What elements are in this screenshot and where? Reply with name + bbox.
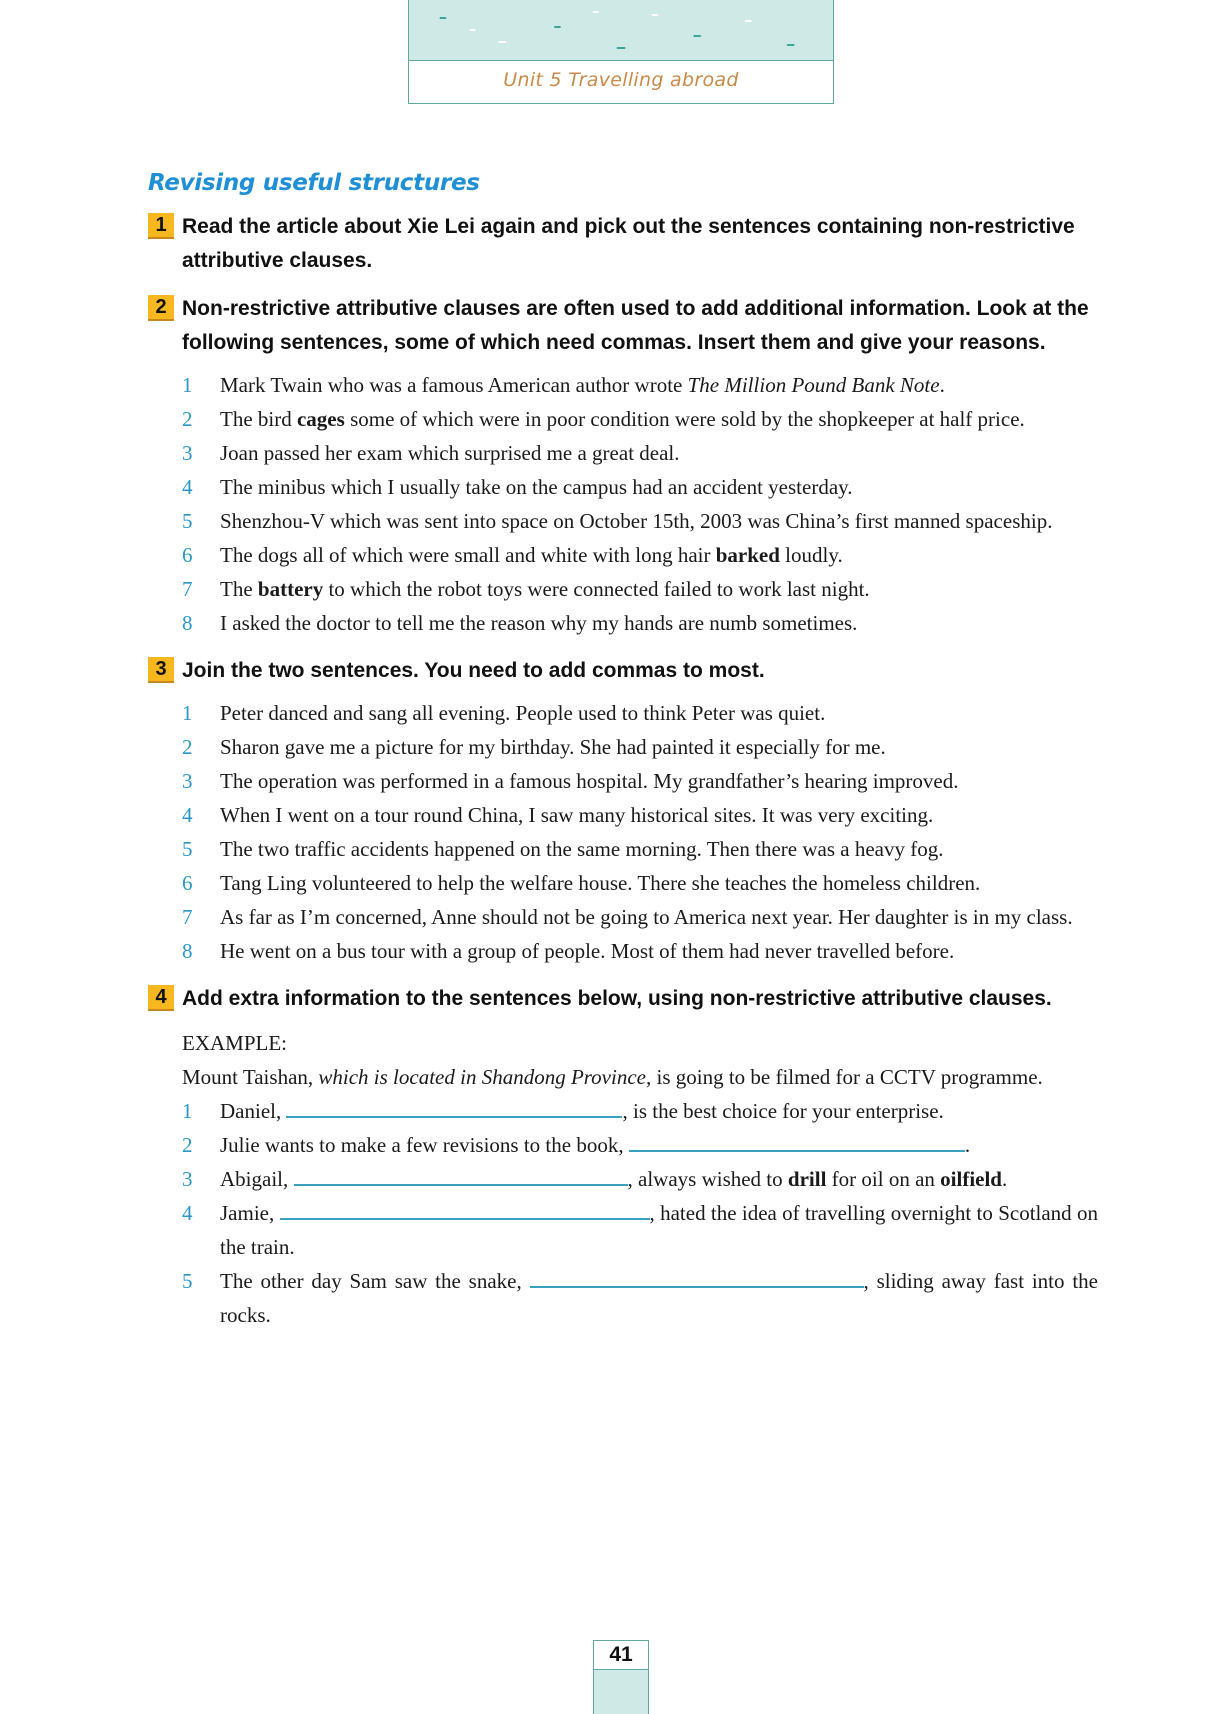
fill-in-blank[interactable]: [286, 1098, 622, 1118]
list-item: [182, 1264, 1098, 1332]
list-item: [182, 572, 1098, 606]
sentence-text: to which the robot toys were connected failed to work last night.: [323, 577, 870, 601]
unit-header-banner: [408, 0, 834, 104]
example-sentence: [182, 1060, 1098, 1094]
bold-keyword: battery: [257, 577, 324, 601]
sentence-start: Julie wants to make a few revisions to the book,: [220, 1133, 629, 1157]
sentence-text: Joan passed her exam which surprised me a great deal.: [220, 441, 680, 465]
item-text: [220, 1128, 1098, 1162]
task-heading: [148, 654, 1098, 688]
item-number: 4: [182, 803, 193, 827]
item-text: [220, 764, 1098, 798]
list-item: [182, 606, 1098, 640]
sentence-text: As far as I’m concerned, Anne should not be going to America next year. Her daughter is in my class.: [220, 905, 1073, 929]
item-number: 6: [182, 871, 193, 895]
sentence-end: .: [964, 1133, 971, 1157]
list-item: [182, 696, 1098, 730]
sentence-text: The minibus which I usually take on the campus had an accident yesterday.: [220, 475, 853, 499]
item-number: 3: [182, 769, 193, 793]
item-text: [220, 1094, 1098, 1128]
sentence-text: , always wished to: [627, 1167, 788, 1191]
item-number: 4: [182, 1201, 193, 1225]
page-content: [148, 170, 1098, 1332]
task-1: [148, 210, 1098, 278]
sentence-end: , is the best choice for your enterprise.: [622, 1099, 944, 1123]
list-item: [182, 832, 1098, 866]
sentence-start: The other day Sam saw the snake,: [220, 1269, 530, 1293]
list-item: [182, 402, 1098, 436]
item-number: 1: [182, 701, 193, 725]
sentence-start: Jamie,: [220, 1201, 280, 1225]
task-instruction: Non-restrictive attributive clauses are often used to add additional information. Look at the following sentences, some of which need commas. Insert them and give your reasons.: [182, 297, 1089, 354]
list-item: [182, 866, 1098, 900]
task-3-sentence-list: [182, 696, 1098, 968]
sentence-text: for oil on an: [826, 1167, 941, 1191]
fill-in-blank[interactable]: [629, 1132, 965, 1152]
item-number: 5: [182, 509, 193, 533]
item-number: 8: [182, 611, 193, 635]
bold-keyword: oilfield: [940, 1167, 1002, 1191]
item-text: [220, 1196, 1098, 1264]
bold-keyword: cages: [296, 407, 345, 431]
example-block: [182, 1026, 1098, 1094]
item-text: [220, 866, 1098, 900]
italic-title: The Million Pound Bank Note: [687, 373, 940, 397]
item-number: 6: [182, 543, 193, 567]
sentence-text: He went on a bus tour with a group of people. Most of them had never travelled before.: [220, 939, 955, 963]
item-text: [220, 1264, 1098, 1332]
page-number-tab: [593, 1640, 649, 1714]
sentence-text: .: [939, 373, 945, 397]
sentence-text: Mark Twain who was a famous American author wrote: [220, 373, 688, 397]
item-text: [220, 798, 1098, 832]
fill-in-blank[interactable]: [294, 1166, 628, 1186]
task-4-fill-in-list: [182, 1094, 1098, 1332]
list-item: [182, 934, 1098, 968]
example-label: EXAMPLE:: [182, 1031, 287, 1055]
list-item: [182, 368, 1098, 402]
list-item: [182, 798, 1098, 832]
task-number-badge: 1: [148, 213, 174, 239]
task-3: [148, 654, 1098, 968]
task-2: [148, 292, 1098, 640]
sentence-text: .: [1002, 1167, 1008, 1191]
item-text: [220, 504, 1098, 538]
section-title: Revising useful structures: [148, 170, 480, 196]
list-item: [182, 1094, 1098, 1128]
item-number: 5: [182, 1269, 193, 1293]
sentence-text: some of which were in poor condition were sold by the shopkeeper at half price.: [344, 407, 1025, 431]
task-instruction: Join the two sentences. You need to add commas to most.: [182, 659, 765, 682]
page-number: 41: [594, 1641, 648, 1670]
task-4: [148, 982, 1098, 1332]
unit-title: Unit 5 Travelling abroad: [503, 69, 739, 91]
sentence-text: When I went on a tour round China, I saw many historical sites. It was very exciting.: [220, 803, 934, 827]
list-item: [182, 730, 1098, 764]
item-text: [220, 436, 1098, 470]
list-item: [182, 538, 1098, 572]
item-text: [220, 1162, 1098, 1196]
task-instruction: Read the article about Xie Lei again and pick out the sentences containing non-restrictive attributive clauses.: [182, 215, 1075, 272]
list-item: [182, 504, 1098, 538]
item-text: [220, 538, 1098, 572]
item-text: [220, 696, 1098, 730]
list-item: [182, 1162, 1098, 1196]
item-text: [220, 934, 1098, 968]
task-number-badge: 3: [148, 657, 174, 683]
item-number: 7: [182, 905, 193, 929]
list-item: [182, 1128, 1098, 1162]
item-text: [220, 368, 1098, 402]
item-number: 1: [182, 373, 193, 397]
item-number: 3: [182, 1167, 193, 1191]
item-number: 1: [182, 1099, 193, 1123]
sentence-start: Daniel,: [220, 1099, 287, 1123]
task-heading: [148, 292, 1098, 360]
sentence-text: Sharon gave me a picture for my birthday. She had painted it especially for me.: [220, 735, 886, 759]
item-text: [220, 572, 1098, 606]
sentence-text: The two traffic accidents happened on the same morning. Then there was a heavy fog.: [220, 837, 944, 861]
example-before: Mount Taishan,: [182, 1065, 319, 1089]
item-text: [220, 470, 1098, 504]
list-item: [182, 436, 1098, 470]
bold-keyword: barked: [715, 543, 780, 567]
item-number: 7: [182, 577, 193, 601]
item-number: 4: [182, 475, 193, 499]
fill-in-blank[interactable]: [530, 1268, 864, 1288]
sentence-text: The: [220, 577, 258, 601]
sentence-text: Tang Ling volunteered to help the welfare house. There she teaches the homeless children.: [220, 871, 981, 895]
sentence-text: The bird: [220, 407, 297, 431]
item-number: 5: [182, 837, 193, 861]
list-item: [182, 764, 1098, 798]
item-text: [220, 900, 1098, 934]
item-text: [220, 832, 1098, 866]
sentence-text: The operation was performed in a famous hospital. My grandfather’s hearing improved.: [220, 769, 959, 793]
item-number: 3: [182, 441, 193, 465]
sentence-text: The dogs all of which were small and white with long hair: [220, 543, 716, 567]
item-number: 2: [182, 1133, 193, 1157]
item-text: [220, 606, 1098, 640]
sentence-text: loudly.: [779, 543, 843, 567]
task-number-badge: 2: [148, 295, 174, 321]
example-after: is going to be filmed for a CCTV programme.: [651, 1065, 1043, 1089]
example-clause: which is located in Shandong Province,: [318, 1065, 652, 1089]
item-number: 2: [182, 735, 193, 759]
sentence-text: Peter danced and sang all evening. People used to think Peter was quiet.: [220, 701, 826, 725]
fill-in-blank[interactable]: [280, 1200, 650, 1220]
sentence-end: , sliding away fast into the rocks.: [220, 1269, 1098, 1327]
sentence-start: Abigail,: [220, 1167, 294, 1191]
sentence-text: Shenzhou-V which was sent into space on October 15th, 2003 was China’s first manned spaceship.: [220, 509, 1053, 533]
banner-decorative-image: [409, 0, 833, 61]
list-item: [182, 470, 1098, 504]
sentence-text: I asked the doctor to tell me the reason why my hands are numb sometimes.: [220, 611, 858, 635]
sentence-end: , hated the idea of travelling overnight to Scotland on the train.: [220, 1201, 1098, 1259]
task-heading: [148, 982, 1098, 1016]
item-text: [220, 402, 1098, 436]
list-item: [182, 900, 1098, 934]
item-text: [220, 730, 1098, 764]
task-heading: [148, 210, 1098, 278]
task-instruction: Add extra information to the sentences below, using non-restrictive attributive clauses.: [182, 987, 1052, 1010]
item-number: 8: [182, 939, 193, 963]
list-item: [182, 1196, 1098, 1264]
bold-keyword: drill: [787, 1167, 827, 1191]
item-number: 2: [182, 407, 193, 431]
task-number-badge: 4: [148, 985, 174, 1011]
task-2-sentence-list: [182, 368, 1098, 640]
